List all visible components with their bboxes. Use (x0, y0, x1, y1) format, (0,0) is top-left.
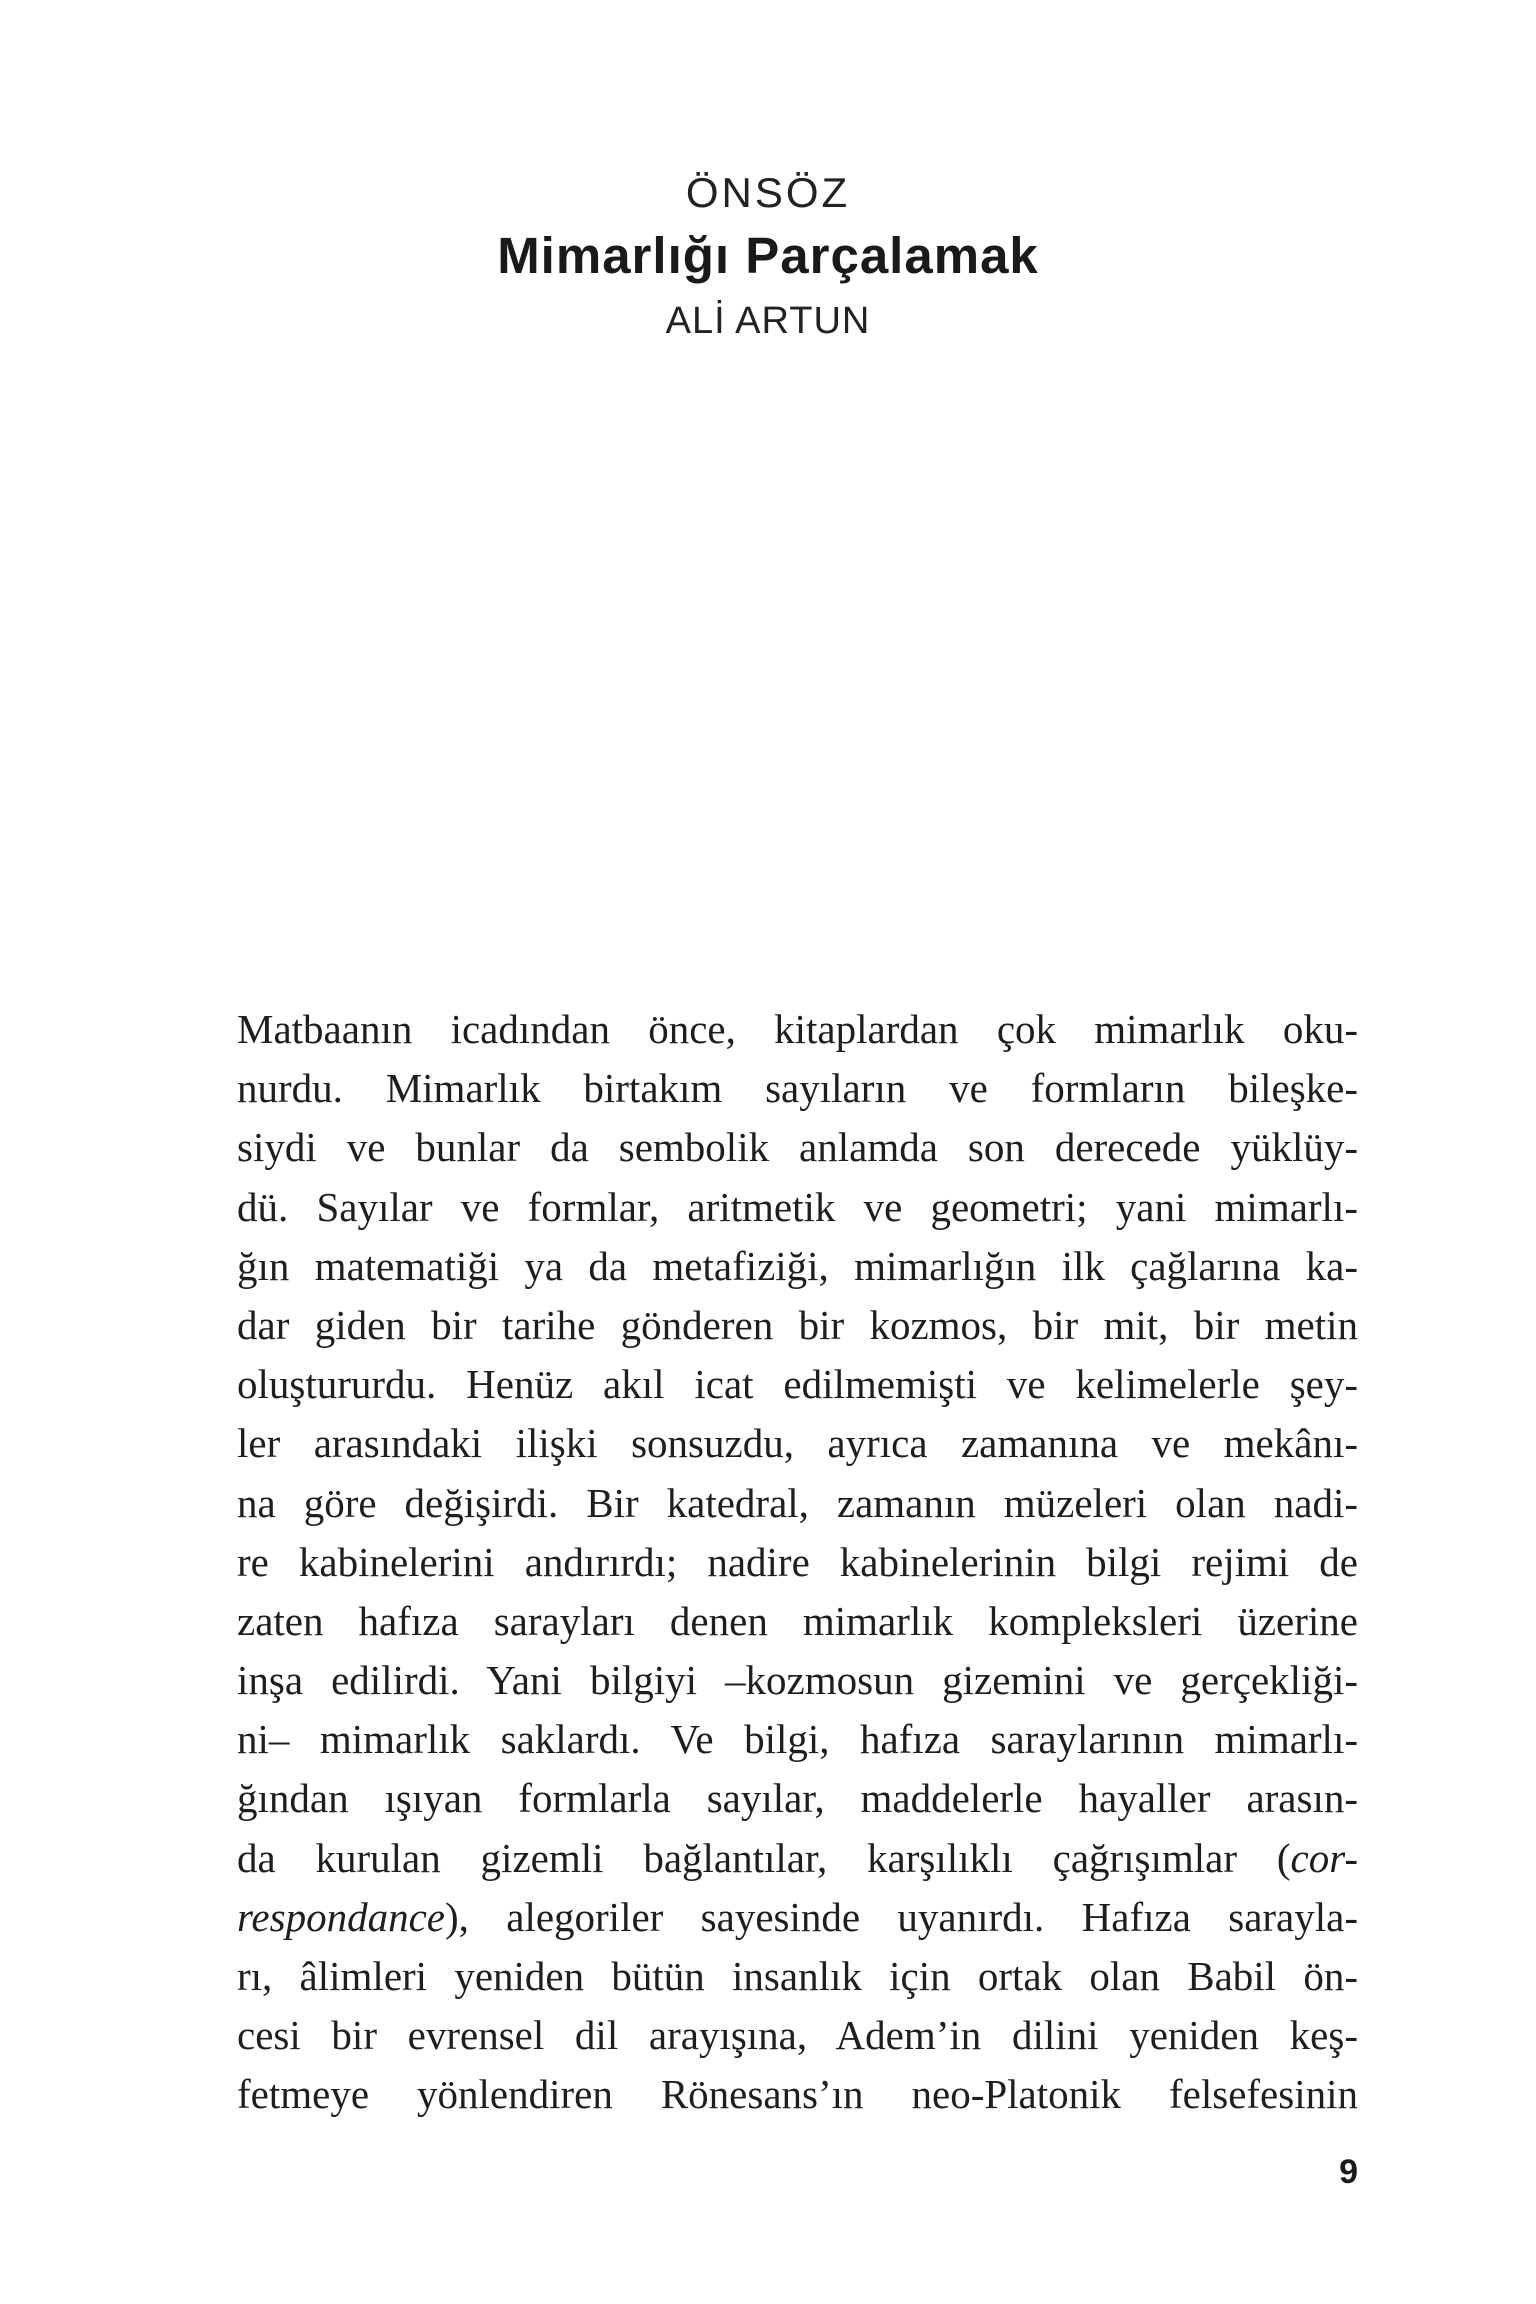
page-number: 9 (1339, 2153, 1358, 2191)
text-line: oluştururdu. Henüz akıl icat edilmemişti ve kelimelerle şey- (237, 1361, 1358, 1408)
text-line: ni– mimarlık saklardı. Ve bilgi, hafıza saraylarının mimarlı- (237, 1716, 1358, 1763)
text-span: ), alegoriler sayesinde uyanırdı. Hafıza sarayla- (444, 1893, 1358, 1940)
italic-term: respondance (237, 1893, 445, 1940)
text-line: ğından ışıyan formlarla sayılar, maddelerle hayaller arasın- (237, 1775, 1358, 1822)
text-line: ğın matematiği ya da metafiziği, mimarlığın ilk çağlarına ka- (237, 1242, 1358, 1289)
text-line: inşa edilirdi. Yani bilgiyi –kozmosun gizemini ve gerçekliği- (237, 1657, 1358, 1704)
text-line: siydi ve bunlar da sembolik anlamda son derecede yüklüy- (237, 1124, 1358, 1171)
text-line: na göre değişirdi. Bir katedral, zamanın müzeleri olan nadi- (237, 1479, 1358, 1526)
text-line: ler arasındaki ilişki sonsuzdu, ayrıca zamanına ve mekânı- (237, 1420, 1358, 1467)
text-line: cesi bir evrensel dil arayışına, Adem’in dilini yeniden keş- (237, 2012, 1358, 2059)
text-line: rı, âlimleri yeniden bütün insanlık için ortak olan Babil ön- (237, 1953, 1358, 1999)
text-line: fetmeye yönlendiren Rönesans’ın neo-Platonik felsefesinin (237, 2071, 1358, 2118)
text-line: re kabinelerini andırırdı; nadire kabinelerinin bilgi rejimi de (237, 1538, 1358, 1585)
text-line: Matbaanın icadından önce, kitaplardan çok mimarlık oku- (237, 1006, 1358, 1052)
text-line: dar giden bir tarihe gönderen bir kozmos, bir mit, bir metin (237, 1301, 1358, 1348)
text-line: nurdu. Mimarlık birtakım sayıların ve formların bileşke- (237, 1065, 1358, 1112)
body-text (237, 1000, 1358, 2125)
text-line: zaten hafıza sarayları denen mimarlık kompleksleri üzerine (237, 1597, 1358, 1644)
text-line (237, 1829, 1358, 1888)
text-line (237, 1888, 1358, 1947)
section-label: ÖNSÖZ (685, 169, 851, 216)
text-line: dü. Sayılar ve formlar, aritmetik ve geometri; yani mimarlı- (237, 1183, 1358, 1230)
italic-term: cor- (1290, 1834, 1358, 1881)
text-span: da kurulan gizemli bağlantılar, karşılıklı çağrışımlar ( (237, 1834, 1291, 1881)
author-name: ALİ ARTUN (665, 300, 871, 342)
chapter-title: Mimarlığı Parçalamak (497, 227, 1039, 284)
